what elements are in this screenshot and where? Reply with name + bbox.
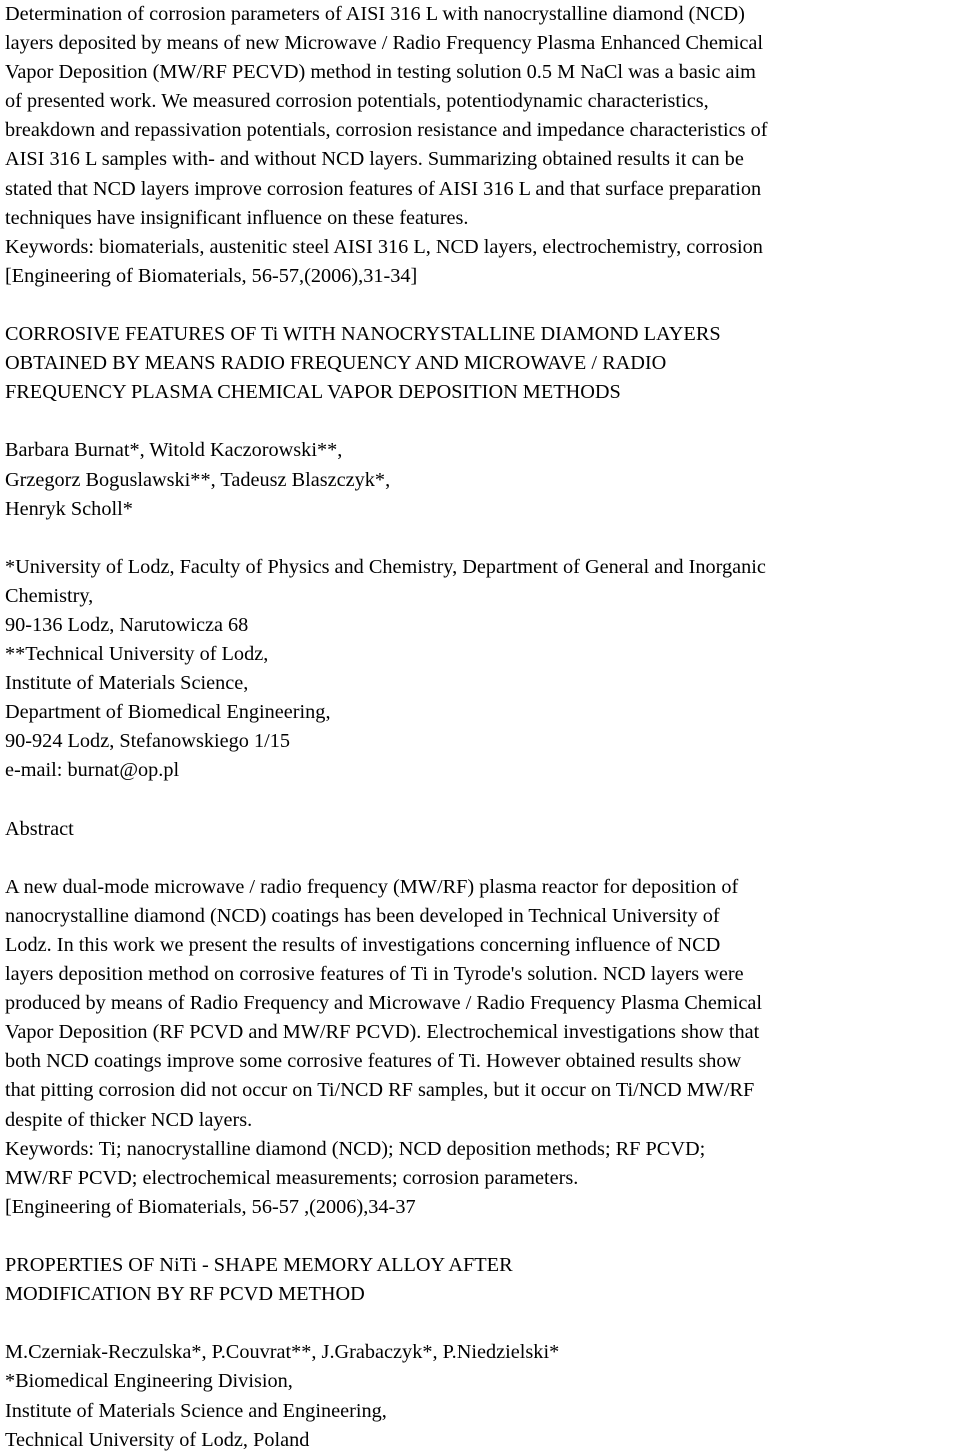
author-line: Barbara Burnat*, Witold Kaczorowski**, [5, 439, 343, 462]
section3-title [5, 1251, 957, 1309]
section3-affiliations [5, 1367, 957, 1454]
title-line: OBTAINED BY MEANS RADIO FREQUENCY AND MICROWAVE / RADIO [5, 352, 667, 375]
author-line: M.Czerniak-Reczulska*, P.Couvrat**, J.Grabaczyk*, P.Niedzielski* [5, 1341, 560, 1364]
affiliation-line: Department of Biomedical Engineering, [5, 701, 331, 724]
title-line: FREQUENCY PLASMA CHEMICAL VAPOR DEPOSITION METHODS [5, 381, 621, 404]
abstract-heading: Abstract [5, 817, 74, 840]
abstract-line: Vapor Deposition (RF PCVD and MW/RF PCVD). Electrochemical investigations show that [5, 1021, 760, 1044]
abstract-line: techniques have insignificant influence on these features. [5, 206, 469, 229]
abstract-line: despite of thicker NCD layers. [5, 1108, 253, 1131]
affiliation-line: **Technical University of Lodz, [5, 643, 269, 666]
document-page [5, 0, 957, 1455]
abstract-line: produced by means of Radio Frequency and Microwave / Radio Frequency Plasma Chemical [5, 992, 762, 1015]
section2-citation: [Engineering of Biomaterials, 56-57 ,(2006),34-37 [5, 1195, 416, 1218]
title-line: PROPERTIES OF NiTi - SHAPE MEMORY ALLOY AFTER [5, 1254, 513, 1277]
affiliation-line: Institute of Materials Science, [5, 672, 249, 695]
affiliation-line: 90-136 Lodz, Narutowicza 68 [5, 613, 249, 636]
abstract-line: that pitting corrosion did not occur on Ti/NCD RF samples, but it occur on Ti/NCD MW/RF [5, 1079, 755, 1102]
spacer [5, 291, 957, 320]
abstract-line: both NCD coatings improve some corrosive features of Ti. However obtained results show [5, 1050, 742, 1073]
abstract-line: breakdown and repassivation potentials, corrosion resistance and impedance characteristics of [5, 119, 768, 142]
abstract-line: Determination of corrosion parameters of AISI 316 L with nanocrystalline diamond (NCD) [5, 3, 745, 25]
title-line: MODIFICATION BY RF PCVD METHOD [5, 1283, 365, 1306]
section2-authors [5, 436, 957, 523]
spacer [5, 524, 957, 553]
section2-title [5, 320, 957, 407]
affiliation-line: 90-924 Lodz, Stefanowskiego 1/15 [5, 730, 291, 753]
abstract-line: layers deposited by means of new Microwave / Radio Frequency Plasma Enhanced Chemical [5, 32, 764, 55]
abstract-line: nanocrystalline diamond (NCD) coatings has been developed in Technical University of [5, 904, 720, 927]
keywords-line: MW/RF PCVD; electrochemical measurements; corrosion parameters. [5, 1166, 579, 1189]
affiliation-line: Institute of Materials Science and Engineering, [5, 1399, 387, 1422]
affiliation-line: *University of Lodz, Faculty of Physics and Chemistry, Department of General and Inorganic [5, 555, 766, 578]
section2-abstract [5, 873, 957, 1135]
email-line: e-mail: burnat@op.pl [5, 759, 180, 782]
affiliation-line: *Biomedical Engineering Division, [5, 1370, 293, 1393]
section1-citation: [Engineering of Biomaterials, 56-57,(2006),31-34] [5, 264, 418, 287]
section3-authors [5, 1338, 957, 1367]
spacer [5, 1309, 957, 1338]
title-line: CORROSIVE FEATURES OF Ti WITH NANOCRYSTALLINE DIAMOND LAYERS [5, 323, 721, 346]
abstract-line: Lodz. In this work we present the results of investigations concerning influence of NCD [5, 934, 721, 956]
abstract-line: A new dual-mode microwave / radio frequency (MW/RF) plasma reactor for deposition of [5, 875, 739, 898]
abstract-line: stated that NCD layers improve corrosion features of AISI 316 L and that surface preparation [5, 177, 762, 200]
abstract-line: of presented work. We measured corrosion potentials, potentiodynamic characteristics, [5, 90, 709, 113]
keywords-line: Keywords: Ti; nanocrystalline diamond (NCD); NCD deposition methods; RF PCVD; [5, 1137, 706, 1160]
abstract-line: layers deposition method on corrosive features of Ti in Tyrode's solution. NCD layers were [5, 963, 744, 986]
section1-abstract [5, 0, 957, 233]
spacer [5, 1222, 957, 1251]
abstract-line: AISI 316 L samples with- and without NCD layers. Summarizing obtained results it can be [5, 148, 744, 171]
abstract-line: Vapor Deposition (MW/RF PECVD) method in testing solution 0.5 M NaCl was a basic aim [5, 61, 756, 84]
affiliation-line: Chemistry, [5, 584, 94, 607]
spacer [5, 786, 957, 815]
section2-keywords [5, 1135, 957, 1193]
author-line: Grzegorz Boguslawski**, Tadeusz Blaszczyk*, [5, 468, 391, 491]
spacer [5, 844, 957, 873]
affiliation-line: Technical University of Lodz, Poland [5, 1428, 310, 1451]
spacer [5, 407, 957, 436]
author-line: Henryk Scholl* [5, 497, 133, 520]
section2-affiliations [5, 553, 957, 786]
section1-keywords: Keywords: biomaterials, austenitic steel AISI 316 L, NCD layers, electrochemistry, corrosion [5, 235, 763, 258]
